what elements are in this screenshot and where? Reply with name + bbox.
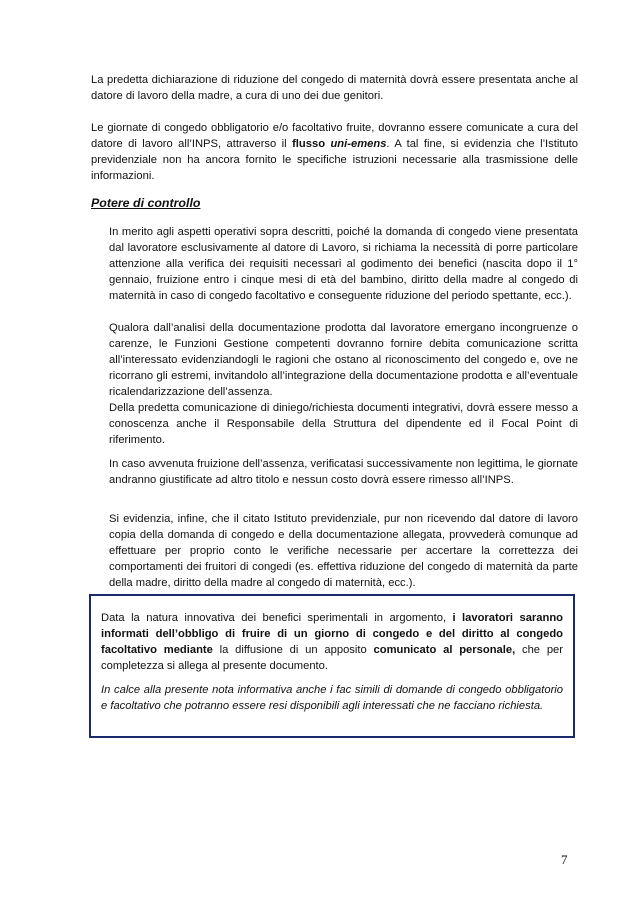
box-bold-text-2: comunicato al personale, xyxy=(373,644,516,656)
section-paragraph-4: In caso avvenuta fruizione dell’assenza, verificatasi successivamente non legittima, le giornate andranno giustificate ad altro titolo e nessun costo dovrà essere rimesso all’INPS. xyxy=(109,458,578,486)
intro-p2-text-end: . A tal fine, si evidenzia che l’Istituto previdenziale non ha ancora fornito le specifiche istruzioni necessarie alla trasmissione delle informazioni. xyxy=(91,138,579,182)
intro-p2-text: Le giornate di congedo obbligatorio e/o facoltativo fruite, dovranno essere comunicate a cura del datore di lavoro all’INPS, attraverso il xyxy=(91,122,578,150)
box-paragraph-2: In calce alla presente nota informativa anche i fac simili di domande di congedo obbligatorio e facoltativo che potranno essere resi disponibili agli interessati che ne facciano richiesta. xyxy=(101,684,563,712)
intro-p2-bold-italic: uni-emens xyxy=(330,138,387,150)
intro-paragraph-2 xyxy=(91,120,578,184)
section-paragraph-1: In merito agli aspetti operativi sopra descritti, poiché la domanda di congedo viene presentata dal lavoratore esclusivamente al datore di Lavoro, si richiama la necessità di porre particolare attenzione alla verifica dei requisiti necessari al godimento dei benefici (nascita dopo il 1° gennaio, fruizione entro i cinque mesi di età del bambino, diritto della madre al congedo di maternità in caso di congedo facoltativo e conseguente riduzione del periodo spettante, ecc.). xyxy=(109,226,578,302)
section-paragraph-2: Qualora dall’analisi della documentazione prodotta dal lavoratore emergano incongruenze o carenze, le Funzioni Gestione competenti dovranno fornire debita comunicazione scritta all’interessato evidenziandogli le ragioni che ostano al riconoscimento del congedo e, ove ne ricorrano gli estremi, invitandolo all’integrazione della documentazione prodotta e all’eventuale ricalendarizzazione dell’assenza. xyxy=(109,322,578,398)
section-paragraph-3: Della predetta comunicazione di diniego/richiesta documenti integrativi, dovrà essere messo a conoscenza anche il Responsabile della Struttura del dipendente ed il Focal Point di riferimento. xyxy=(109,402,578,446)
section-heading: Potere di controllo xyxy=(91,196,201,210)
section-paragraph-5: Si evidenzia, infine, che il citato Istituto previdenziale, pur non ricevendo dal datore di lavoro copia della domanda di congedo e della documentazione allegata, provvederà comunque ad effettuare per proprio conto le verifiche necessarie per accertare la correttezza dei comportamenti dei fruitori di congedi (es. effettiva riduzione del congedo di maternità da parte della madre, diritto della madre al congedo di maternità, ecc.). xyxy=(109,513,578,589)
intro-paragraph-1: La predetta dichiarazione di riduzione del congedo di maternità dovrà essere presentata anche al datore di lavoro della madre, a cura di uno dei due genitori. xyxy=(91,74,578,102)
page-number: 7 xyxy=(561,852,568,867)
intro-p2-bold: flusso xyxy=(292,138,326,150)
box-bold-text-1: i lavoratori saranno informati dell’obbligo di fruire di un giorno di congedo e del diritto al congedo facoltativo mediante xyxy=(101,612,563,656)
box-paragraph-1: Data la natura innovativa dei benefici sperimentali in argomento, i lavoratori saranno informati dell’obbligo di fruire di un giorno di congedo e del diritto al congedo facoltativo mediante la diffusione di un apposito comunicato al personale, che per completezza si allega al presente documento. xyxy=(101,612,563,672)
